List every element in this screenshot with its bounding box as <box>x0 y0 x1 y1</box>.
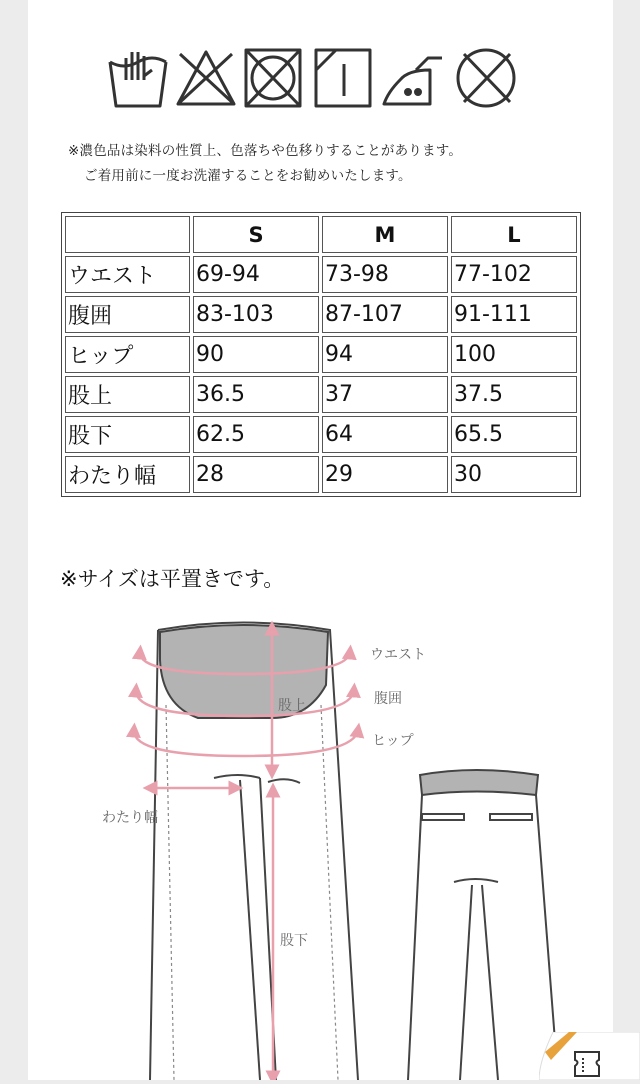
table-cell: 83-103 <box>193 296 319 333</box>
row-label: わたり幅 <box>65 456 190 493</box>
label-rise: 股上 <box>278 698 306 714</box>
product-detail-page <box>28 0 613 1080</box>
header-size-l: L <box>451 216 577 253</box>
table-cell: 30 <box>451 456 577 493</box>
row-label: 股下 <box>65 416 190 453</box>
table-cell: 77-102 <box>451 256 577 293</box>
table-cell: 62.5 <box>193 416 319 453</box>
header-size-m: M <box>322 216 448 253</box>
table-cell: 87-107 <box>322 296 448 333</box>
table-cell: 100 <box>451 336 577 373</box>
header-blank <box>65 216 190 253</box>
table-row <box>65 376 577 413</box>
iron-low-icon <box>384 58 442 104</box>
pants-illustration <box>28 600 613 1080</box>
label-inseam: 股下 <box>280 933 308 949</box>
label-waist: ウエスト <box>370 647 426 663</box>
care-note-line-2: ご着用前に一度お洗濯することをお勧めいたします。 <box>84 168 412 184</box>
size-note: ※サイズは平置きです。 <box>60 567 285 591</box>
table-cell: 94 <box>322 336 448 373</box>
size-table <box>61 212 581 497</box>
no-dry-clean-icon <box>458 50 514 106</box>
table-cell: 37.5 <box>451 376 577 413</box>
table-cell: 36.5 <box>193 376 319 413</box>
table-row <box>65 416 577 453</box>
table-row <box>65 336 577 373</box>
coupon-corner-button[interactable] <box>539 1032 640 1080</box>
care-note-line-1: ※濃色品は染料の性質上、色落ちや色移りすることがあります。 <box>68 143 463 159</box>
row-label: ウエスト <box>65 256 190 293</box>
header-size-s: S <box>193 216 319 253</box>
table-row <box>65 256 577 293</box>
table-cell: 91-111 <box>451 296 577 333</box>
row-label: 腹囲 <box>65 296 190 333</box>
back-pants-drawing <box>408 770 558 1080</box>
measurement-diagram <box>28 600 613 1080</box>
label-abdomen: 腹囲 <box>374 691 402 707</box>
table-row <box>65 456 577 493</box>
table-row <box>65 296 577 333</box>
label-hip: ヒップ <box>372 733 414 749</box>
no-bleach-icon <box>178 52 234 104</box>
table-cell: 69-94 <box>193 256 319 293</box>
hand-wash-icon <box>110 52 166 106</box>
table-cell: 37 <box>322 376 448 413</box>
table-header-row <box>65 216 577 253</box>
table-cell: 73-98 <box>322 256 448 293</box>
row-label: 股上 <box>65 376 190 413</box>
table-cell: 28 <box>193 456 319 493</box>
table-cell: 90 <box>193 336 319 373</box>
table-cell: 65.5 <box>451 416 577 453</box>
row-label: ヒップ <box>65 336 190 373</box>
label-thigh: わたり幅 <box>102 810 158 826</box>
line-dry-shade-icon <box>316 50 370 106</box>
care-icons-row <box>108 40 538 112</box>
no-tumble-dry-icon <box>246 50 300 106</box>
table-cell: 29 <box>322 456 448 493</box>
table-cell: 64 <box>322 416 448 453</box>
